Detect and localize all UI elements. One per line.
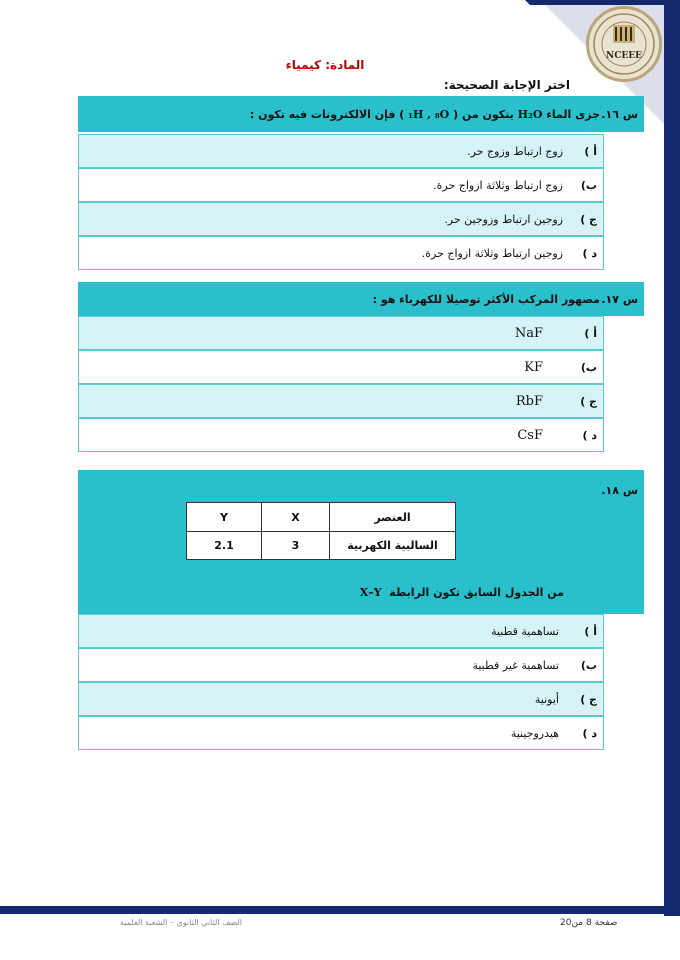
question-17-header [78, 282, 644, 316]
option-d[interactable]: د ) هيدروجينية [78, 716, 604, 750]
option-b[interactable]: ب) زوج ارتباط وثلاثة ازواج حرة. [78, 168, 604, 202]
question-number: س ١٦. [601, 107, 638, 121]
question-text: مصهور المركب الأكثر توصيلا للكهرباء هو : [372, 292, 600, 306]
table-header-y: Y [187, 503, 261, 532]
option-a[interactable]: أ ) زوج ارتباط وزوج حر. [78, 134, 604, 168]
option-b[interactable]: ب) KF [78, 350, 604, 384]
bottom-border-bar [0, 906, 680, 914]
subject-title: المادة: كيمياء [285, 58, 365, 72]
table-header-x: X [261, 503, 329, 532]
footer-page-number: صفحة 8 من20 [560, 918, 618, 928]
question-16-header [78, 96, 644, 132]
electronegativity-table [186, 502, 456, 560]
table-cell-property: السالبية الكهربية [329, 532, 455, 559]
question-text: جزى الماء H₂O يتكون من ( ₁H , ₈O ) فإن الالكترونات فيه تكون : [249, 107, 600, 121]
table-cell-x-value: 3 [261, 532, 329, 559]
option-c[interactable]: ج ) أيونية [78, 682, 604, 716]
option-d[interactable]: د ) زوجين ارتباط وثلاثة ازواج حرة. [78, 236, 604, 270]
option-c[interactable]: ج ) RbF [78, 384, 604, 418]
instruction-text: اختر الإجابة الصحيحة: [443, 78, 570, 92]
institution-seal [586, 6, 662, 82]
option-c[interactable]: ج ) زوجين ارتباط وزوجين حر. [78, 202, 604, 236]
footer-grade-label: الصف الثاني الثانوي – الشعبة العلمية [120, 918, 242, 927]
question-text: من الجدول السابق تكون الرابطة X–Y [359, 585, 564, 599]
table-cell-y-value: 2.1 [214, 539, 234, 552]
question-number: س ١٧. [601, 292, 638, 306]
option-a[interactable]: أ ) تساهمية قطبية [78, 614, 604, 648]
seal-emblem-icon [589, 9, 659, 79]
option-d[interactable]: د ) CsF [78, 418, 604, 452]
table-header-element: العنصر [329, 503, 455, 532]
option-a[interactable]: أ ) NaF [78, 316, 604, 350]
right-border-bar [664, 0, 680, 916]
question-number: س ١٨. [601, 483, 638, 497]
seal-label: NCEEE [606, 51, 642, 61]
option-b[interactable]: ب) تساهمية غير قطبية [78, 648, 604, 682]
